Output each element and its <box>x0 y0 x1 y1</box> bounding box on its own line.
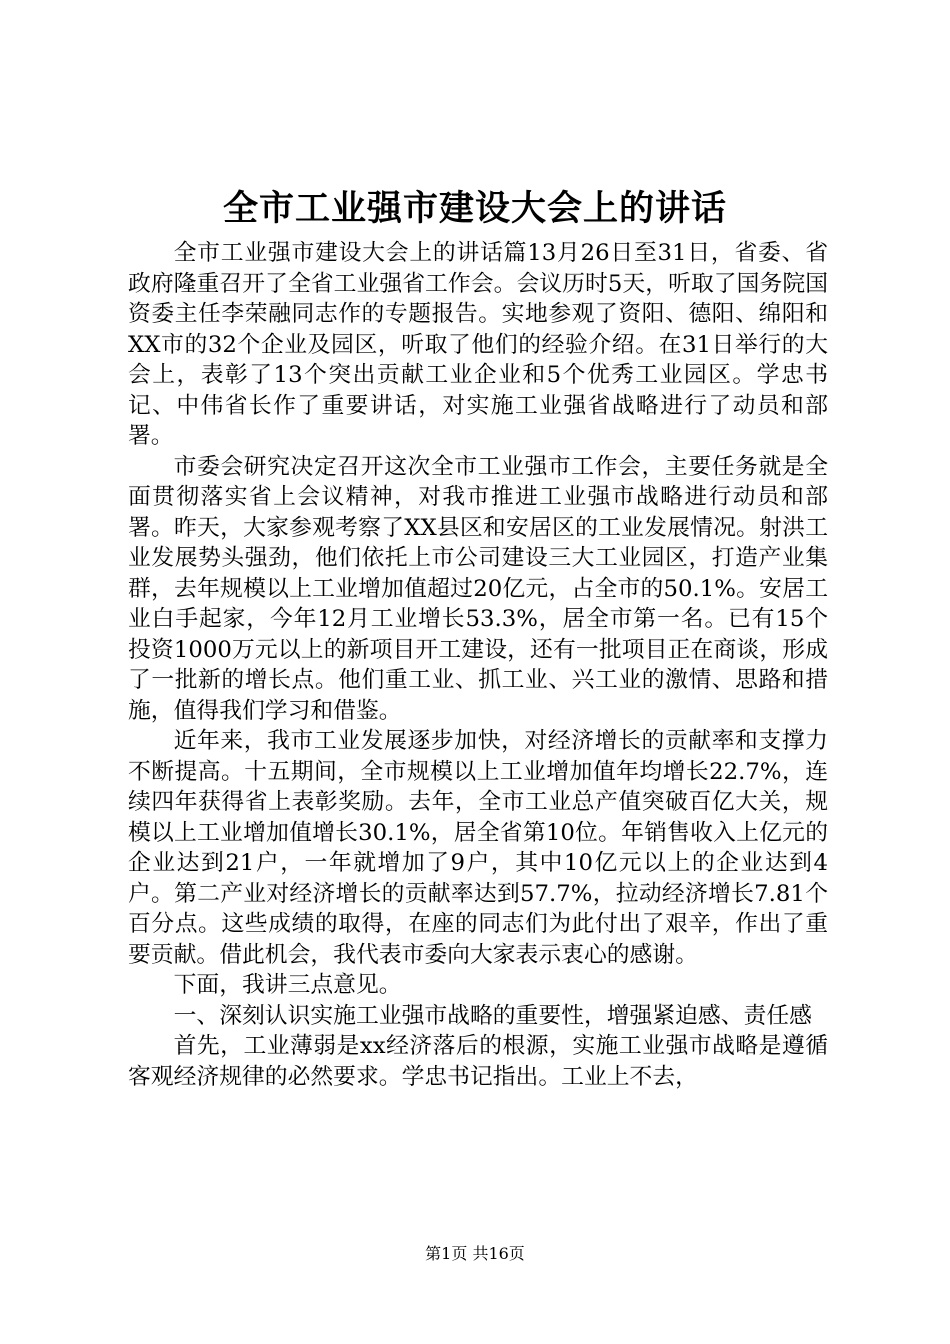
paragraph-1: 全市工业强市建设大会上的讲话篇13月26日至31日，省委、省政府隆重召开了全省工业强省工作会。会议历时5天，听取了国务院国资委主任李荣融同志作的专题报告。实地参观了资阳、德阳、绵阳和XX市的32个企业及园区，听取了他们的经验介绍。在31日举行的大会上，表彰了13个突出贡献工业企业和5个优秀工业园区。学忠书记、中伟省长作了重要讲话，对实施工业强省战略进行了动员和部署。 <box>128 240 828 449</box>
section-heading-1: 一、深刻认识实施工业强市战略的重要性，增强紧迫感、责任感 <box>173 1002 812 1029</box>
paragraph-3: 近年来，我市工业发展逐步加快，对经济增长的贡献率和支撑力不断提高。十五期间，全市规模以上工业增加值年均增长22.7%，连续四年获得省上表彰奖励。去年，全市工业总产值突破百亿大关，规模以上工业增加值增长30.1%，居全省第10位。年销售收入上亿元的企业达到21户，一年就增加了9户，其中10亿元以上的企业达到4户。第二产业对经济增长的贡献率达到57.7%，拉动经济增长7.81个百分点。这些成绩的取得，在座的同志们为此付出了艰辛，作出了重要贡献。借此机会，我代表市委向大家表示衷心的感谢。 <box>128 728 828 968</box>
document-title: 全市工业强市建设大会上的讲话 <box>222 188 727 229</box>
page-number: 第1页 共16页 <box>425 1244 525 1263</box>
paragraph-2: 市委会研究决定召开这次全市工业强市工作会，主要任务就是全面贯彻落实省上会议精神，对我市推进工业强市战略进行动员和部署。昨天，大家参观考察了XX县区和安居区的工业发展情况。射洪工业发展势头强劲，他们依托上市公司建设三大工业园区，打造产业集群，去年规模以上工业增加值超过20亿元，占全市的50.1%。安居工业白手起家，今年12月工业增长53.3%，居全市第一名。已有15个投资1000万元以上的新项目开工建设，还有一批项目正在商谈，形成了一批新的增长点。他们重工业、抓工业、兴工业的激情、思路和措施，值得我们学习和借鉴。 <box>128 453 828 724</box>
paragraph-5: 首先，工业薄弱是xx经济落后的根源，实施工业强市战略是遵循客观经济规律的必然要求。学忠书记指出。工业上不去， <box>128 1033 828 1090</box>
paragraph-4: 下面，我讲三点意见。 <box>173 972 402 998</box>
document-body <box>128 238 828 1092</box>
